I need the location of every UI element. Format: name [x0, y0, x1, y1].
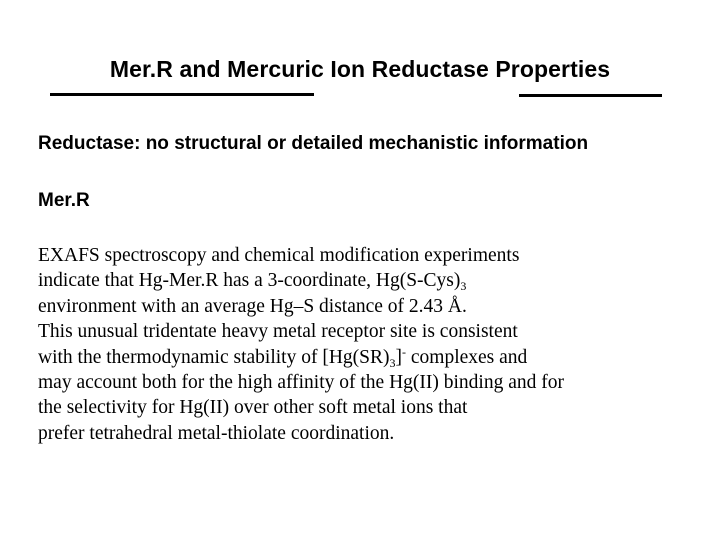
slide-title: Mer.R and Mercuric Ion Reductase Properties [109, 56, 611, 82]
body-line-2 [38, 268, 564, 293]
title-underline-left [50, 93, 314, 96]
body-line-5-tail: complexes and [406, 346, 528, 368]
merr-heading: Mer.R [38, 190, 90, 211]
body-line-5 [38, 345, 564, 370]
reductase-heading: Reductase: no structural or detailed mechanistic information [38, 133, 589, 154]
body-line-5-text: with the thermodynamic stability of [Hg(SR) [38, 346, 390, 368]
body-line-2-subscript: 3 [460, 279, 467, 294]
body-line-5-bracket: ] [395, 346, 402, 368]
body-line-3: environment with an average Hg–S distance of 2.43 Å. [38, 295, 467, 317]
body-line-2-text: indicate that Hg-Mer.R has a 3-coordinate, Hg(S-Cys) [38, 270, 461, 292]
title-underline-right [519, 94, 662, 97]
body-line-6: may account both for the high affinity of the Hg(II) binding and for [38, 372, 564, 394]
body-line-7: the selectivity for Hg(II) over other soft metal ions that [38, 397, 468, 419]
body-line-5-superscript: - [402, 344, 406, 359]
body-line-1: EXAFS spectroscopy and chemical modification experiments [38, 245, 520, 266]
body-line-4: This unusual tridentate heavy metal receptor site is consistent [38, 321, 518, 343]
body-paragraph [38, 243, 564, 446]
body-line-8: prefer tetrahedral metal-thiolate coordination. [38, 422, 395, 444]
body-line-5-subscript: 3 [389, 355, 396, 370]
